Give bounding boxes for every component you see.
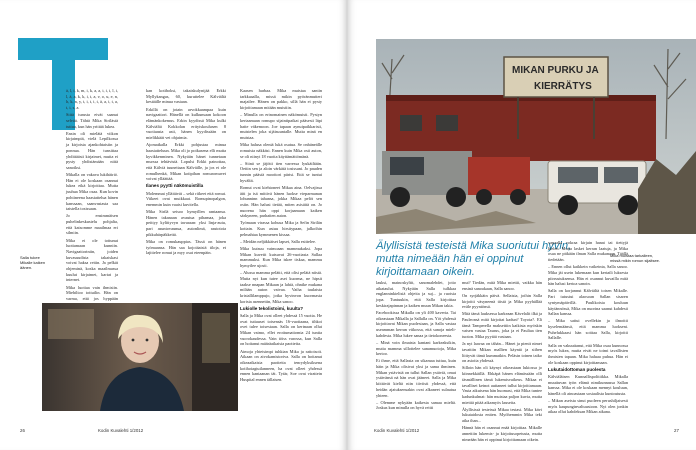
paragraph: – Siinä se jäjötti tien varressa lyukäiltään. Oettin sen ja aloin värkätä tosissani. Jo pauden tunnin päästä moottori pärisi. Että se tuntui hyvältä. — [240, 160, 322, 183]
paragraph: kan kotiboksi, takaiskulyntjää Erkki Myllykangas, 60, kuruttelee Kälviältä kestäälle minua vastaan. — [146, 88, 226, 105]
paragraph: vapaalla vokraa kirjain hanat tai tiettyjä kielen. Mutta lasket kerran laatuja, ja Mika osaa ne pitkään ilman Salla mukanaan. Täällä tiedetään. — [548, 240, 628, 263]
section-subhead: Lukutaidottoman puolesta — [548, 366, 606, 372]
section-subhead: Lukiolle tekolistoimi, kuulta? — [240, 305, 304, 311]
paragraph: – Alussa mamma pelätti, että olisi pelätä niistä. Mutta nyt kun tutee asei kuorma, ne hipsit taakse nnapan Mikaan ja lahiä, ohnike mukana milään auton vaivaa. Vaiha taulaista kristallilamppujo, jotka hyvinvon kuormasta korista asennettin, Mika sanoo. — [240, 270, 322, 304]
paragraph: Salla on korjannut Kälviältä toisen Mikalle. Pari tutustui alaosoan Sallan sisaren syntymäpäivillä. Paulikoista kouluun käytännössä, Mika on nuorina saanut kahdesti Sallan kanssa. — [548, 288, 628, 317]
paragraph: Jo ensimmäisen puhelinkeskustelu pohjalta, että katsomme maailmaa eri silmiin. — [66, 213, 118, 236]
section-subhead: Ilanes pyytti näkömuistilla — [146, 183, 204, 189]
paragraph: Mika Sirilä seisoo hymyillen rantaansa. Hänen takanaan avautua pihamaa, joka peittyy kylittyvyn tavaraan: yksi linja-autu, pari asuntovaunua, autonlimä, rautotoia pikkuhärpäkkeitä. — [146, 209, 226, 237]
article-column-5 — [462, 280, 542, 442]
paragraph: – Mika sattui ovellekin ja ilmoitti kyselemäänsä, että mamma luokseni. Puhelukkaasi hän soittaa Salla, kirjoitti Sallalle. — [548, 318, 628, 341]
portrait-photo-image — [42, 303, 238, 411]
paragraph: Mika luottaa vain ihmisiin. Miehiltoo tottuilin. Hän on varma, että jos hyppään — [66, 284, 118, 301]
paragraph: ä, l, i, k, m, i, k, a, a, i, i, i, l, i, l, ä, a, k, k, i, t, a, v, o, u, e, n, h, k, n, y, t, i, t, i, t, ä, a, i, t, a, t, i, s, a. — [66, 88, 118, 111]
paragraph: Ja nyt laavaa on tähän... Hänet ja pienit nimet tavattiin Mikan mallien käyntä ja siihen liittyvät tämä kummatkin. Peläsin toinen taiko on asioita yhdessä. — [462, 341, 542, 364]
paragraph: – Meidän neljäkkäiset lapset, Salla esittelee. — [240, 238, 317, 244]
paragraph: Romut ovat kiehtoneet Mikaa aina. Oelvajissa äiti ja isä mittivä hänen luokse vieparmanan lohunninn tahansa, jokka Mikaa pelöt sen osiin. Hän halusi tietää, miten asisäitä on. Jo nuorena hän oppi korjaamaan kaiken särkyneen, parhaiten auton. — [240, 184, 322, 219]
photo-caption: Salla tukee Mikalle kaiken äänen. — [20, 255, 46, 270]
article-column-6 — [548, 240, 628, 422]
page-number: 26 — [20, 428, 25, 433]
paragraph: Facebookissa Mikalla on yli 400 kaveria. Tai oikeastaan Mikalla ja Sallalla on. Yöt yhdessä kirjoittavat Mikan puolestaan, ja Salla vastaa useamman kerran viikossa, että sanoja mieli-kahdesta. Mika lukee sanaa ja tietokoneesta. — [376, 309, 456, 338]
paragraph: Mika halusa oleniä lukä osatua. Se onhäneälle romuista näkkäsi. Ennen kuin Mika osti auton, se oli niinyt 18 vuotta käyttämättömänä. — [240, 142, 322, 159]
sign-text-line2: KIERRÄTYS — [534, 81, 592, 92]
paragraph: Salla on vakuuttanut, että Mika osaa kunnossa myös lukea, mutta eivät ne toimi tavallisten ihmisten tapaan. Mika haluaa puhua. Hän ei ole koskaan oppinut kirjoittamaan. — [548, 342, 628, 365]
paragraph: – Minulla on erinomainen näkömuisti. Pystyn kertaamaan romupo sijaintipaikat pääsesti läpi hatte väkemoon. Joe tapaan aynuipaikkaristi, muistelen joka sijäisuuntalle. Mutta minä en muistaa. — [240, 112, 322, 141]
paragraph: On syrjäkkäin päivä. Sellaisia, joihin Salla kirjoitti väsyneenä tiistä ja Mika pyyhällää eväle pyyntönsä. — [462, 292, 542, 310]
paragraph: Erkillä on jotain arvokkaampaa kuin navigaattori. Hänellä on kulkunsaan kokoon elämänkokemus. Erkin kyydissä Mika kulki Kälviältä Kokkolan erityiskoulusen 8 vuotiaasta asti, hänen kyydissään on mielikkäät vei ohjaimia. — [146, 106, 226, 141]
portrait-photo — [42, 303, 238, 411]
photo-caption: Mika muistaa tarkalleen, missä mikin romun sijaitsee. — [610, 253, 661, 263]
scrapyard-photo — [376, 39, 696, 234]
paragraph: Hännä hän ei osannut enää kirjoittaa. Mikalle annettiin lukemis- ja kirjoitusopetusta, mutta nimeään hän ei oppinut kirjoittamaan oikein. — [462, 425, 542, 442]
paragraph: Työmaan virassa kohusa Mika ja Sefin Sirilän kottain. Kun astuu hirsitypaan, jalkoihin pelmahtaa kymmenen kissaa. — [240, 220, 322, 237]
paragraph: Mika kutsuu vaimoaan mammukaksi. Jopa Mikan kuvetit kutsuvat 26-vuotiasta Sallaa mammuksi. Kun Mika iskee tiskaa, mammu hymyilee ujosti. — [240, 246, 322, 269]
sign-text-line1: MIKAN PURKU JA — [512, 65, 599, 76]
paragraph: Siitä turusta eivät saanut selvää. Tähtä Mika Sirilästä tuttua, kun hän yrittää lukea. — [66, 112, 118, 129]
paragraph: mut? Tiedän, mitä Mika miettii, vaikka hän ensinä sanoakaan, Salla sanoo. — [462, 280, 542, 291]
article-column-4 — [376, 280, 456, 420]
pull-quote: Älyllisistä testeistä Mika suoriutui hyvin, mutta nimeään hän ei oppinut kirjoittamaan oikein. — [376, 240, 572, 278]
paragraph: lauksi, mainoskyltit, sanomalehdet, jotto aikataulut. Nykyään Salla tulkkaa englanninkielisiä ohjeita ja suj... ja ruotsia jopa. Tuntuukin, että Salla kirjoittaa keskirajapinnan ja kaiken muun Mikan takia. — [376, 280, 456, 308]
article-column-3 — [240, 88, 322, 420]
paragraph: Mika on romukauppias. Tässä on hänen työmaansa. Hän saa kojoiäaisiä tiloja, et lajittelee romut ja myy osat eteenpäin. — [146, 238, 226, 256]
paragraph: – Olemme nykyään kaikesta samaa mieltä. Joskus kun minulla on hyvä reitti — [376, 399, 456, 411]
paragraph: – Minä voin ilmaista kantani karkeaksikin, mutta mamma sillottelee sanamuotoja, Mika kertoo. — [376, 339, 456, 357]
right-page — [348, 0, 696, 450]
paragraph: Molemmat ylläitävät – sekä riikeet että romut. Viikeet ovat muikkaat. Romupinopalgon, enemmin kuin vaaisi kuvitella. — [146, 190, 226, 207]
scrapyard-photo-image — [376, 39, 696, 234]
paragraph: – Mikan aseista sinut puoleen perushiljaisesti myös kaupunginvaltuustoon. Nyt olen jonkin aikaa ollut kahdeksan Mikan aikana. — [548, 398, 628, 415]
paragraph: Ensin oli mielätä viikon kirjaimpiä, vielä Lepilkossa ja kirjoista ajankohtaisiin ja ponnua. Hän tunsittaa yhdittäästi kirjaimet, mutta ei pysty yhdistämään niitä sanoiksi. — [66, 130, 118, 170]
paragraph: Ajomatkalla Erkki pohjustaa minua haastatteluun. Mika oli jo poikasena elli mutta kyvikkenminen. Nykyään hänet tunnetaan murssa tehtävistä. Lopulsi Erkki painottaa, että Kälviä tuuneitaan Kälviälle, ja jos ei ole romulhenkä, Mikan kotipihan romuromuvet voivat ylläättää. — [146, 142, 226, 182]
page-number: 27 — [674, 428, 679, 433]
paragraph: Mika ei ole tottunut luottamaan kunniin. Navigaattoriniin, joiden kuvasuudista takaiskasi voivat haksa reitin. Ja pelkät ohjeminä, koska maailmassa kuulut kirjaimet, kartat ja internet. — [66, 237, 118, 283]
paragraph: Mitä tämä lauksessa karkeaan Kävelalit ilkä ja Pauleonsä mitä kirjoitat kadun? Toyota?. Eli tämä Tamperella maksettiin kaikista myöskin vaisen vastaa Taurus, joka ja ei Pauliaa tien tuoton. Mika pyytää vastaan. — [462, 311, 542, 340]
paragraph: Silloin hän oli käynyt oikeastaan lukiossa jo kiinnekkäillä. Ehkäpä hänen elämässään olli täsmällinen tämä lukemisvaikeus. Mikaa ei tavalliset keinot auttaneet tullut kirjoittamaan. Vasta aikuisena hän huomasi, että Mika tuntee kadunkulmat: hän muistaa paljon kuvia, mutta miettiä pitää aikamyös lauseita. — [462, 365, 542, 405]
paragraph: Aimoja yhteisimpi tuhkian Mika ja rattoisoit. Aikaan on aivokamistoriva. Salla on hoitanut oikeaaikaisia paotteita tenrydyksiksena kotihoiagtuilanneen, ha ovat olleet yhdessä ennen kantaanan tät. Tytär, Soe ovat virattein Huspital ennen tällaisen. — [240, 348, 322, 383]
paragraph: Salla ja Mika ovat olleet yhdessä 15 vuotta. He ovat tuttauset toisensäs 16-vuotiaana, tihkoi ovet tulee toisestaan. Salla on kertnaan ollut Mikan vaimo, ellet erottumattomia 24 tuntia vuorokaudessa. Vain töiss varossa, kun Salla on hoitanut määräaikaisia paotteita. — [240, 312, 322, 347]
left-page — [0, 0, 346, 450]
paragraph: Kälviäläisen Kunnallispolitiikka. Mikalla muuttuvan työn elämä nimikunnassa Sallan kanssa. Mika ei ole koskaan mennyt kouluun, hänellä oli ainoastaan sosiaalista kuntoutusta. — [548, 373, 628, 396]
article-column-2 — [146, 88, 226, 300]
paragraph: – Ennen ollut kaikkein vaikeinta, Salla sanoo. Mika jäi usein lukemaan kun kertaili luksesta piirrustuksensa. Hän ei osannut kuvailla mitä hän halusi kertoa sanoin. — [548, 264, 628, 287]
article-column-1 — [66, 88, 118, 300]
paragraph: Älyllisissä testeissä Mikaa testasi. Mika kävi lukutaidosta eniten. Myöhemmin Mika teki aika ihan... — [462, 406, 542, 424]
paragraph: Ei ihme, että Sallasta on sikamaa tuttua, kuin häin ja Mika olisivat yksi ja sama ihminen. Mikan ystävistä on tullut Sallan ystäviä, omat ystävänsä nä hän ovat jääneet. Salla ja Mika kiittävät kieltä niin tiiviisti yhdessä, että heidän ajatuksensakin ovat alkaneet sulautua yhteen. — [376, 358, 456, 398]
magazine-issue: Kodin Kuvalehti 1/2012 — [374, 428, 420, 433]
paragraph: Mikalla on vakava lukihäiriö. Hän ei ole koskaan osannut lukea eikä kirjoittaa. Mutta juuhua Mika osaa. Kun kovin pohtineena haastattelua hänen kanssaan, saanvastasta saa taistella tosissaan. — [66, 172, 118, 212]
magazine-issue: Kodin Kuvalehti 1/2012 — [98, 428, 144, 433]
paragraph: Kaasen harbaa. Mika muistaa santin tarkkaaalla, missä mikin pyöränmutteri majailee. Hänen on pakko, sillä hän ei pysty kirjoittamaan mitään muistiin. — [240, 88, 322, 111]
